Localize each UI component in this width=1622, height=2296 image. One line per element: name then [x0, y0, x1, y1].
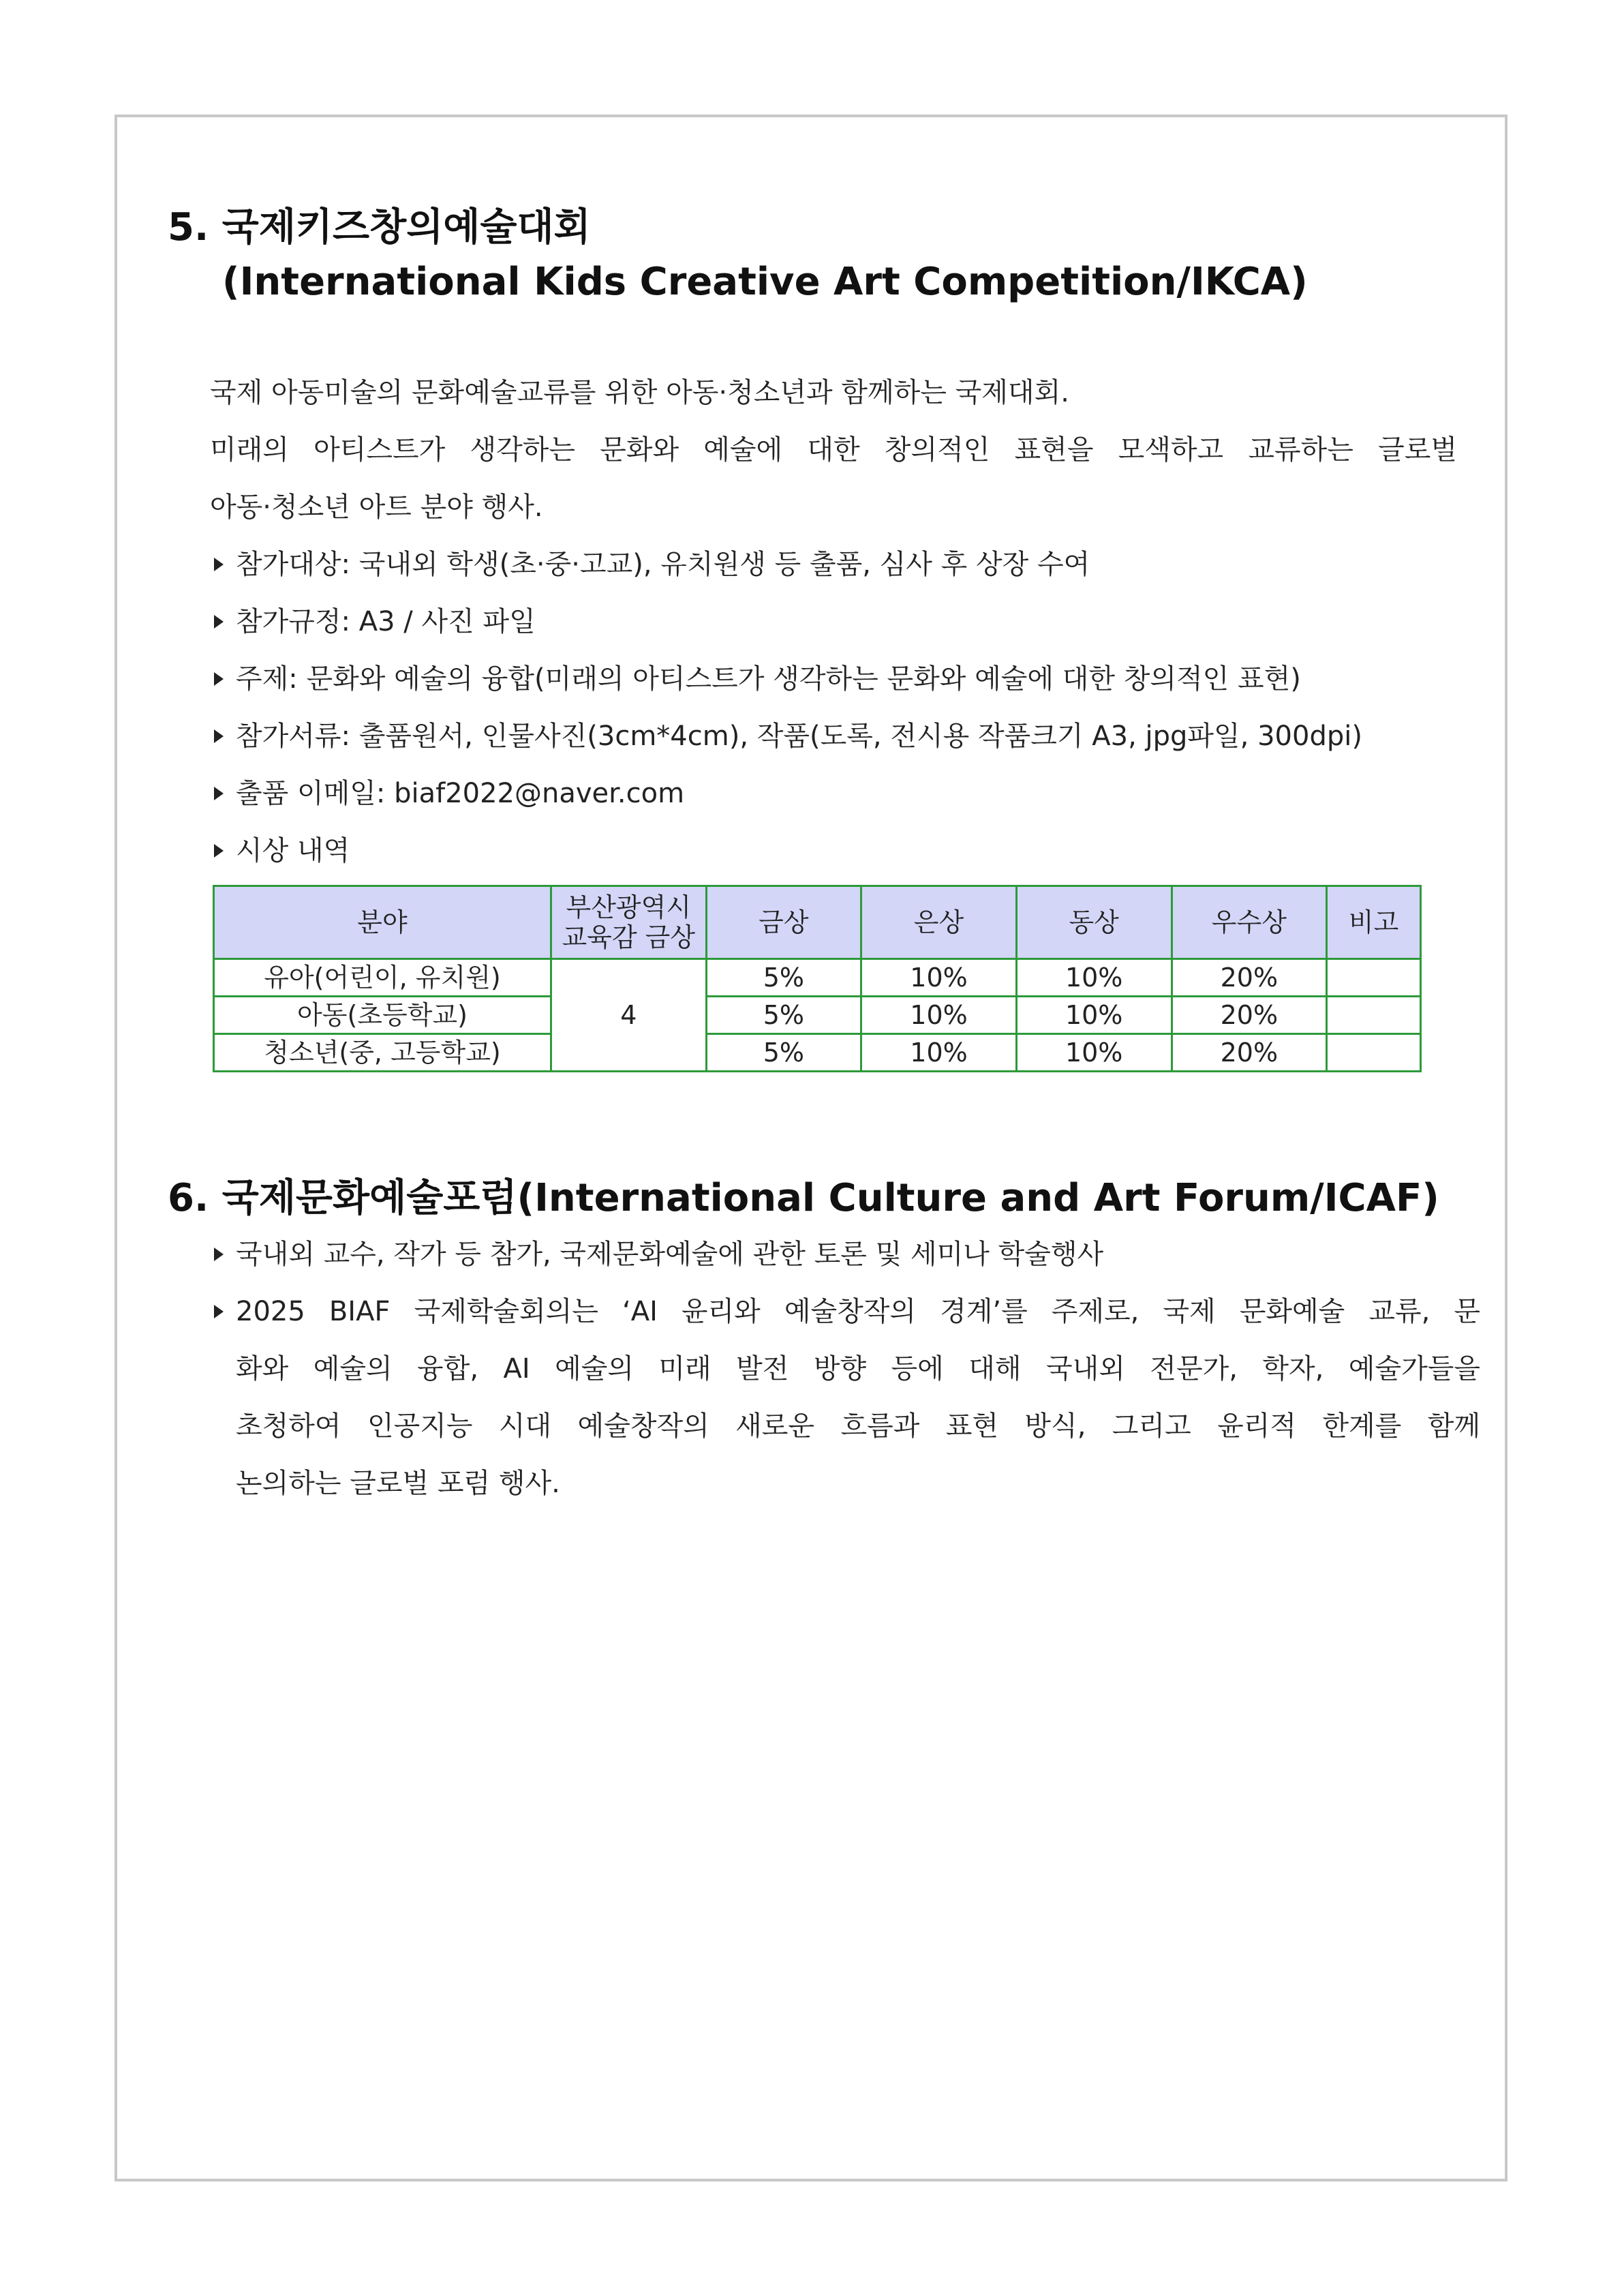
bullet-text-line: 2025 BIAF 국제학술회의는 ‘AI 윤리와 예술창작의 경계’를 주제로, 국제 문화예술 교류, 문 [236, 1296, 1480, 1327]
bullet-text: 참가대상: 국내외 학생(초·중·고교), 유치원생 등 출품, 심사 후 상장 수여 [236, 549, 1090, 580]
section5-title: 5. 국제키즈창의예술대회 [168, 205, 591, 250]
cell-field: 청소년(중, 고등학교) [214, 1034, 551, 1072]
cell-excellence: 20% [1172, 1034, 1327, 1072]
list-item [214, 1226, 1480, 1283]
cell-gold: 5% [706, 997, 861, 1034]
cell-note [1327, 1034, 1421, 1072]
table-row [214, 997, 1421, 1034]
award-table [213, 885, 1422, 1072]
cell-field: 아동(초등학교) [214, 997, 551, 1034]
header-bronze: 동상 [1016, 886, 1172, 959]
triangle-bullet-icon [214, 729, 224, 743]
cell-field: 유아(어린이, 유치원) [214, 959, 551, 997]
cell-excellence: 20% [1172, 997, 1327, 1034]
bullet-text-line: 초청하여 인공지능 시대 예술창작의 새로운 흐름과 표현 방식, 그리고 윤리적 한계를 함께 [236, 1410, 1480, 1442]
bullet-text: 주제: 문화와 예술의 융합(미래의 아티스트가 생각하는 문화와 예술에 대한 창의적인 표현) [236, 663, 1301, 695]
section5-intro [210, 364, 1457, 536]
bullet-text: 시상 내역 [236, 835, 350, 866]
cell-gold: 5% [706, 1034, 861, 1072]
triangle-bullet-icon [214, 615, 224, 629]
intro-line: 아동·청소년 아트 분야 행사. [210, 492, 543, 523]
cell-gold: 5% [706, 959, 861, 997]
list-item [214, 822, 1362, 879]
table-header-row [214, 886, 1421, 959]
header-busan-line1: 부산광역시 [566, 892, 692, 922]
list-item [214, 650, 1362, 708]
header-field: 분야 [214, 886, 551, 959]
cell-note [1327, 959, 1421, 997]
list-item [214, 536, 1362, 593]
cell-excellence: 20% [1172, 959, 1327, 997]
bullet-text: 참가규정: A3 / 사진 파일 [236, 606, 536, 637]
header-gold: 금상 [706, 886, 861, 959]
list-item [214, 765, 1362, 822]
triangle-bullet-icon [214, 558, 224, 571]
bullet-text: 참가서류: 출품원서, 인물사진(3cm*4cm), 작품(도록, 전시용 작품크기 A3, jpg파일, 300dpi) [236, 721, 1362, 752]
table-row [214, 959, 1421, 997]
section5-bullet-list [214, 536, 1362, 879]
cell-bronze: 10% [1016, 997, 1172, 1034]
intro-line: 국제 아동미술의 문화예술교류를 위한 아동·청소년과 함께하는 국제대회. [210, 377, 1069, 408]
cell-silver: 10% [861, 1034, 1017, 1072]
cell-silver: 10% [861, 997, 1017, 1034]
triangle-bullet-icon [214, 787, 224, 800]
intro-line: 미래의 아티스트가 생각하는 문화와 예술에 대한 창의적인 표현을 모색하고 교류하는 글로벌 [210, 434, 1457, 466]
cell-busan-award: 4 [551, 959, 707, 1072]
bullet-text-line: 논의하는 글로벌 포럼 행사. [236, 1468, 560, 1499]
section6-title: 6. 국제문화예술포럼(International Culture and Art Forum/ICAF) [168, 1176, 1439, 1220]
email-text: 출품 이메일: biaf2022@naver.com [236, 778, 685, 809]
bullet-text-line: 화와 예술의 융합, AI 예술의 미래 발전 방향 등에 대해 국내외 전문가, 학자, 예술가들을 [236, 1353, 1480, 1385]
bullet-text: 국내외 교수, 작가 등 참가, 국제문화예술에 관한 토론 및 세미나 학술행사 [236, 1239, 1104, 1270]
triangle-bullet-icon [214, 1305, 224, 1318]
header-note: 비고 [1327, 886, 1421, 959]
header-silver: 은상 [861, 886, 1017, 959]
triangle-bullet-icon [214, 672, 224, 686]
list-item [214, 1283, 1480, 1512]
triangle-bullet-icon [214, 844, 224, 858]
triangle-bullet-icon [214, 1248, 224, 1261]
section5-subtitle: (International Kids Creative Art Competition/IKCA) [222, 260, 1308, 304]
list-item [214, 708, 1362, 765]
list-item [214, 593, 1362, 650]
cell-note [1327, 997, 1421, 1034]
cell-bronze: 10% [1016, 1034, 1172, 1072]
header-busan-award [551, 886, 707, 959]
cell-silver: 10% [861, 959, 1017, 997]
header-busan-line2: 교육감 금상 [562, 922, 696, 952]
cell-bronze: 10% [1016, 959, 1172, 997]
table-row [214, 1034, 1421, 1072]
header-excellence: 우수상 [1172, 886, 1327, 959]
section6-bullet-list [214, 1226, 1480, 1512]
